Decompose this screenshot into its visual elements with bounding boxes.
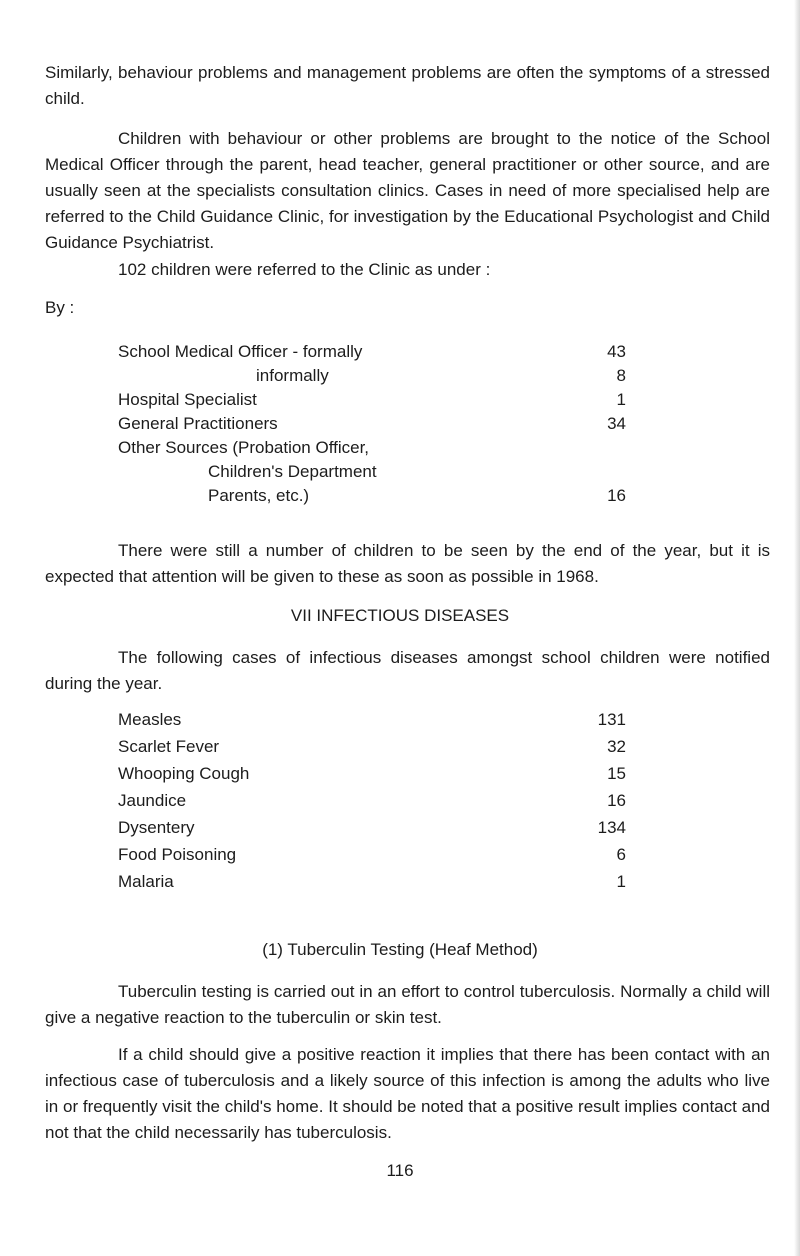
disease-count: 15 — [607, 764, 626, 783]
referral-value: 16 — [607, 486, 626, 505]
disease-count: 32 — [607, 737, 626, 756]
referral-value: 1 — [616, 390, 626, 409]
referral-value: 8 — [616, 366, 626, 385]
referral-label: School Medical Officer - formally — [118, 342, 363, 361]
paragraph-infectious-intro: The following cases of infectious diseases amongst school children were notified during the year. — [45, 648, 770, 693]
disease-label: Whooping Cough — [118, 764, 250, 783]
referral-label: Parents, etc.) — [208, 486, 310, 505]
referral-label: Other Sources (Probation Officer, — [118, 438, 370, 457]
referral-label: Hospital Specialist — [118, 390, 257, 409]
disease-count: 1 — [616, 872, 626, 891]
disease-count: 6 — [616, 845, 626, 864]
paragraph-waiting-list: There were still a number of children to be seen by the end of the year, but it is expected that attention will be given to these as soon as possible in 1968. — [45, 541, 770, 586]
page-edge-shadow — [794, 0, 800, 1256]
subheading-tuberculin: (1) Tuberculin Testing (Heaf Method) — [262, 940, 538, 959]
disease-label: Measles — [118, 710, 182, 729]
referral-label: informally — [256, 366, 329, 385]
paragraph-positive-reaction: If a child should give a positive reaction it implies that there has been contact with an infectious case of tuberculosis and a likely source of this infection is among the adults who live in or frequently visit the child's home. It should be noted that a positive result implies contact and not that the child necessarily has tuberculosis. — [45, 1045, 770, 1142]
paragraph-behaviour-problems: Similarly, behaviour problems and management problems are often the symptoms of a stressed child. — [45, 63, 770, 108]
referral-intro: 102 children were referred to the Clinic as under : — [118, 260, 491, 279]
disease-label: Dysentery — [118, 818, 195, 837]
disease-label: Jaundice — [118, 791, 187, 810]
referral-value: 43 — [607, 342, 626, 361]
referral-label: Children's Department — [208, 462, 377, 481]
referral-label: General Practitioners — [118, 414, 278, 433]
referral-value: 34 — [607, 414, 626, 433]
disease-label: Malaria — [118, 872, 174, 891]
paragraph-tuberculin-testing: Tuberculin testing is carried out in an effort to control tuberculosis. Normally a child will give a negative reaction to the tuberculin or skin test. — [45, 982, 770, 1027]
disease-count: 134 — [597, 818, 626, 837]
section-heading: VII INFECTIOUS DISEASES — [290, 606, 510, 625]
disease-label: Scarlet Fever — [118, 737, 220, 756]
disease-label: Food Poisoning — [118, 845, 237, 864]
by-label: By : — [45, 298, 75, 317]
disease-count: 131 — [597, 710, 626, 729]
disease-count: 16 — [607, 791, 626, 810]
page-number: 116 — [386, 1161, 414, 1180]
paragraph-referral-process: Children with behaviour or other problems are brought to the notice of the School Medical Officer through the parent, head teacher, general practitioner or other source, and are usually seen at the specialists consultation clinics. Cases in need of more specialised help are referred to the Child Guidance Clinic, for investigation by the Educational Psychologist and Child Guidance Psychiatrist. — [45, 129, 770, 252]
